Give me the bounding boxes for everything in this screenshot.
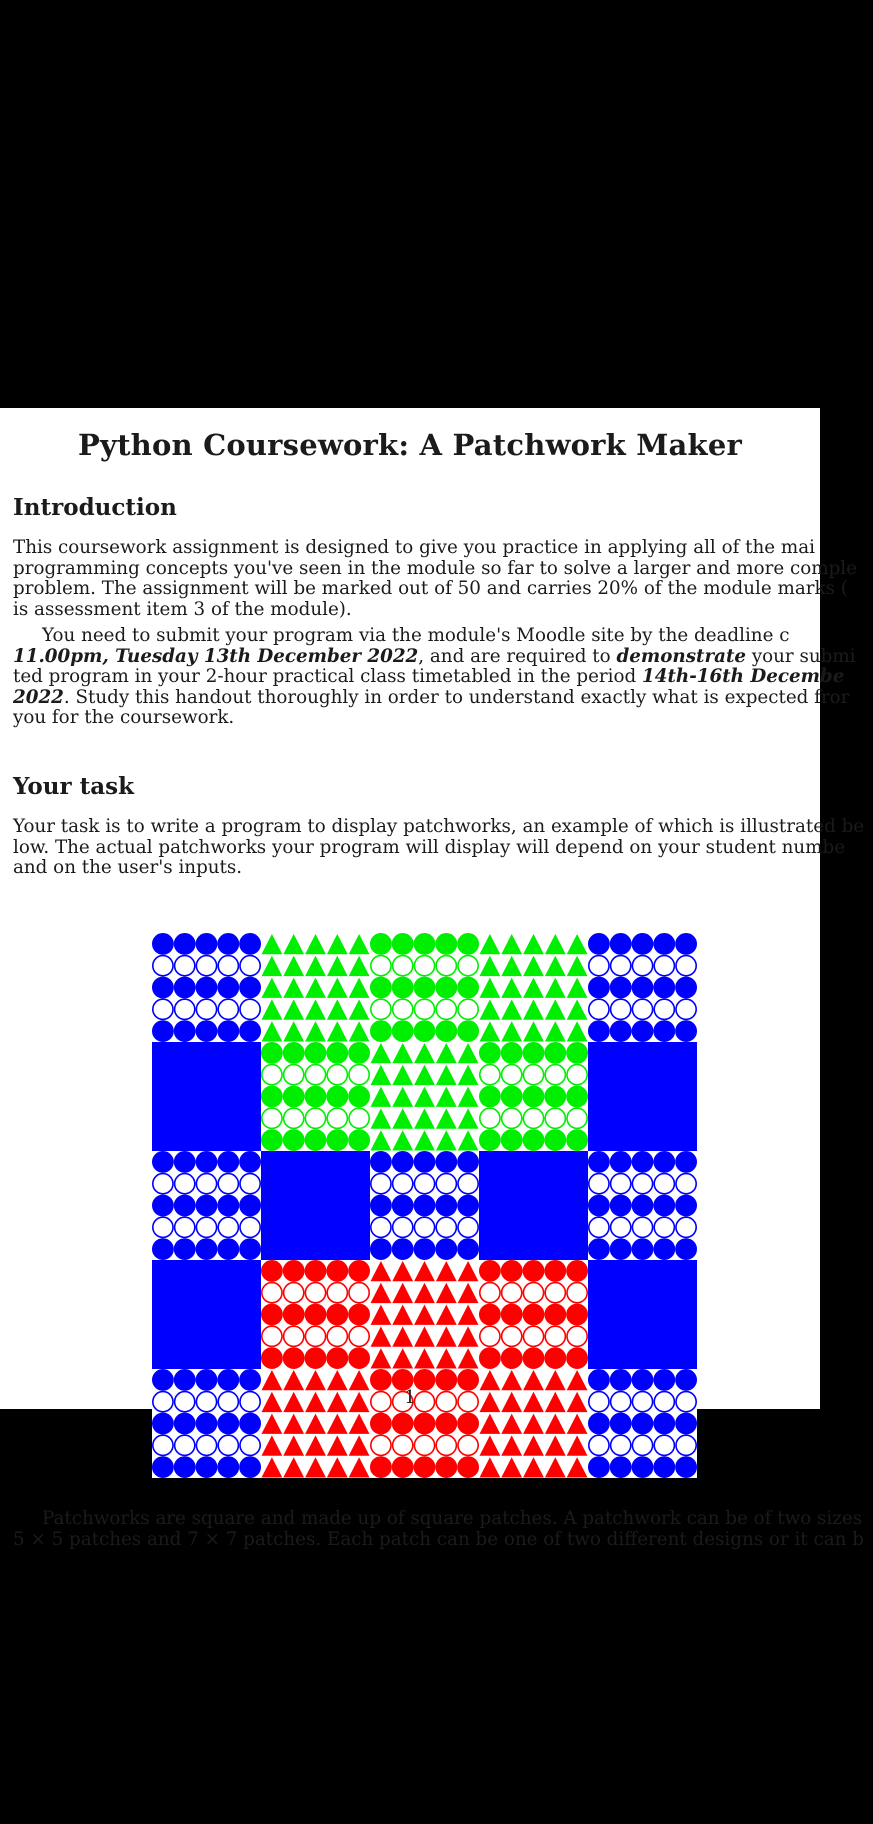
task-paragraph-1 — [13, 817, 873, 879]
patch-0-4 — [589, 934, 696, 1041]
intro-paragraph-1 — [13, 538, 873, 620]
patch-4-4 — [589, 1370, 696, 1477]
heading-introduction: Introduction — [13, 494, 177, 521]
text-line: and on the user's inputs. — [13, 857, 243, 878]
task-paragraph-2 — [13, 1509, 873, 1550]
text-line: programming concepts you've seen in the module so far to solve a larger and more comple — [13, 557, 857, 579]
text-line: 5 × 5 patches and 7 × 7 patches. Each patch can be one of two different designs or it can b — [13, 1528, 864, 1550]
text-line: is assessment item 3 of the module). — [13, 598, 352, 620]
patch-3-4 — [588, 1260, 697, 1369]
patch-2-4 — [589, 1152, 696, 1259]
text-line: Your task is to write a program to display patchworks, an example of which is illustrated be — [13, 816, 865, 837]
text-line: Patchworks are square and made up of square patches. A patchwork can be of two sizes — [42, 1508, 863, 1529]
text-line: problem. The assignment will be marked out of 50 and carries 20% of the module marks ( — [13, 578, 848, 599]
patch-1-0 — [152, 1042, 261, 1151]
text-line: ted program in your 2-hour practical class timetabled in the period 14th-16th Decembe — [13, 666, 845, 687]
text-line: You need to submit your program via the module's Moodle site by the deadline c — [42, 625, 790, 646]
patch-1-4 — [588, 1042, 697, 1151]
patch-2-1 — [261, 1151, 370, 1260]
period-text: 14th-16th Decembe — [642, 666, 845, 687]
text-line: 11.00pm, Tuesday 13th December 2022, and are required to demonstrate your submi — [13, 645, 856, 667]
year-text: 2022 — [13, 686, 64, 708]
patch-4-0 — [153, 1370, 260, 1477]
patch-1-3 — [480, 1043, 587, 1150]
text-line: 2022. Study this handout thoroughly in order to understand exactly what is expected fror — [13, 686, 850, 708]
patch-0-0 — [153, 934, 260, 1041]
demonstrate-text: demonstrate — [616, 645, 747, 667]
patch-4-2 — [371, 1370, 478, 1477]
text-line: This coursework assignment is designed to give you practice in applying all of the mai — [13, 537, 816, 558]
patch-1-1 — [262, 1043, 369, 1150]
patch-3-3 — [480, 1261, 587, 1368]
intro-paragraph-2 — [13, 626, 873, 729]
heading-your-task: Your task — [13, 773, 135, 800]
patch-0-2 — [371, 934, 478, 1041]
page-title: Python Coursework: A Patchwork Maker — [78, 428, 742, 462]
text-line: low. The actual patchworks your program will display will depend on your student numbe — [13, 836, 846, 858]
text-line: you for the coursework. — [13, 707, 235, 728]
patch-3-1 — [262, 1261, 369, 1368]
patch-2-3 — [479, 1151, 588, 1260]
document-page — [0, 408, 865, 1550]
patch-2-2 — [371, 1152, 478, 1259]
deadline-text: 11.00pm, Tuesday 13th December 2022 — [13, 645, 419, 667]
patch-2-0 — [153, 1152, 260, 1259]
page-number: 1 — [404, 1387, 416, 1408]
patch-3-0 — [152, 1260, 261, 1369]
